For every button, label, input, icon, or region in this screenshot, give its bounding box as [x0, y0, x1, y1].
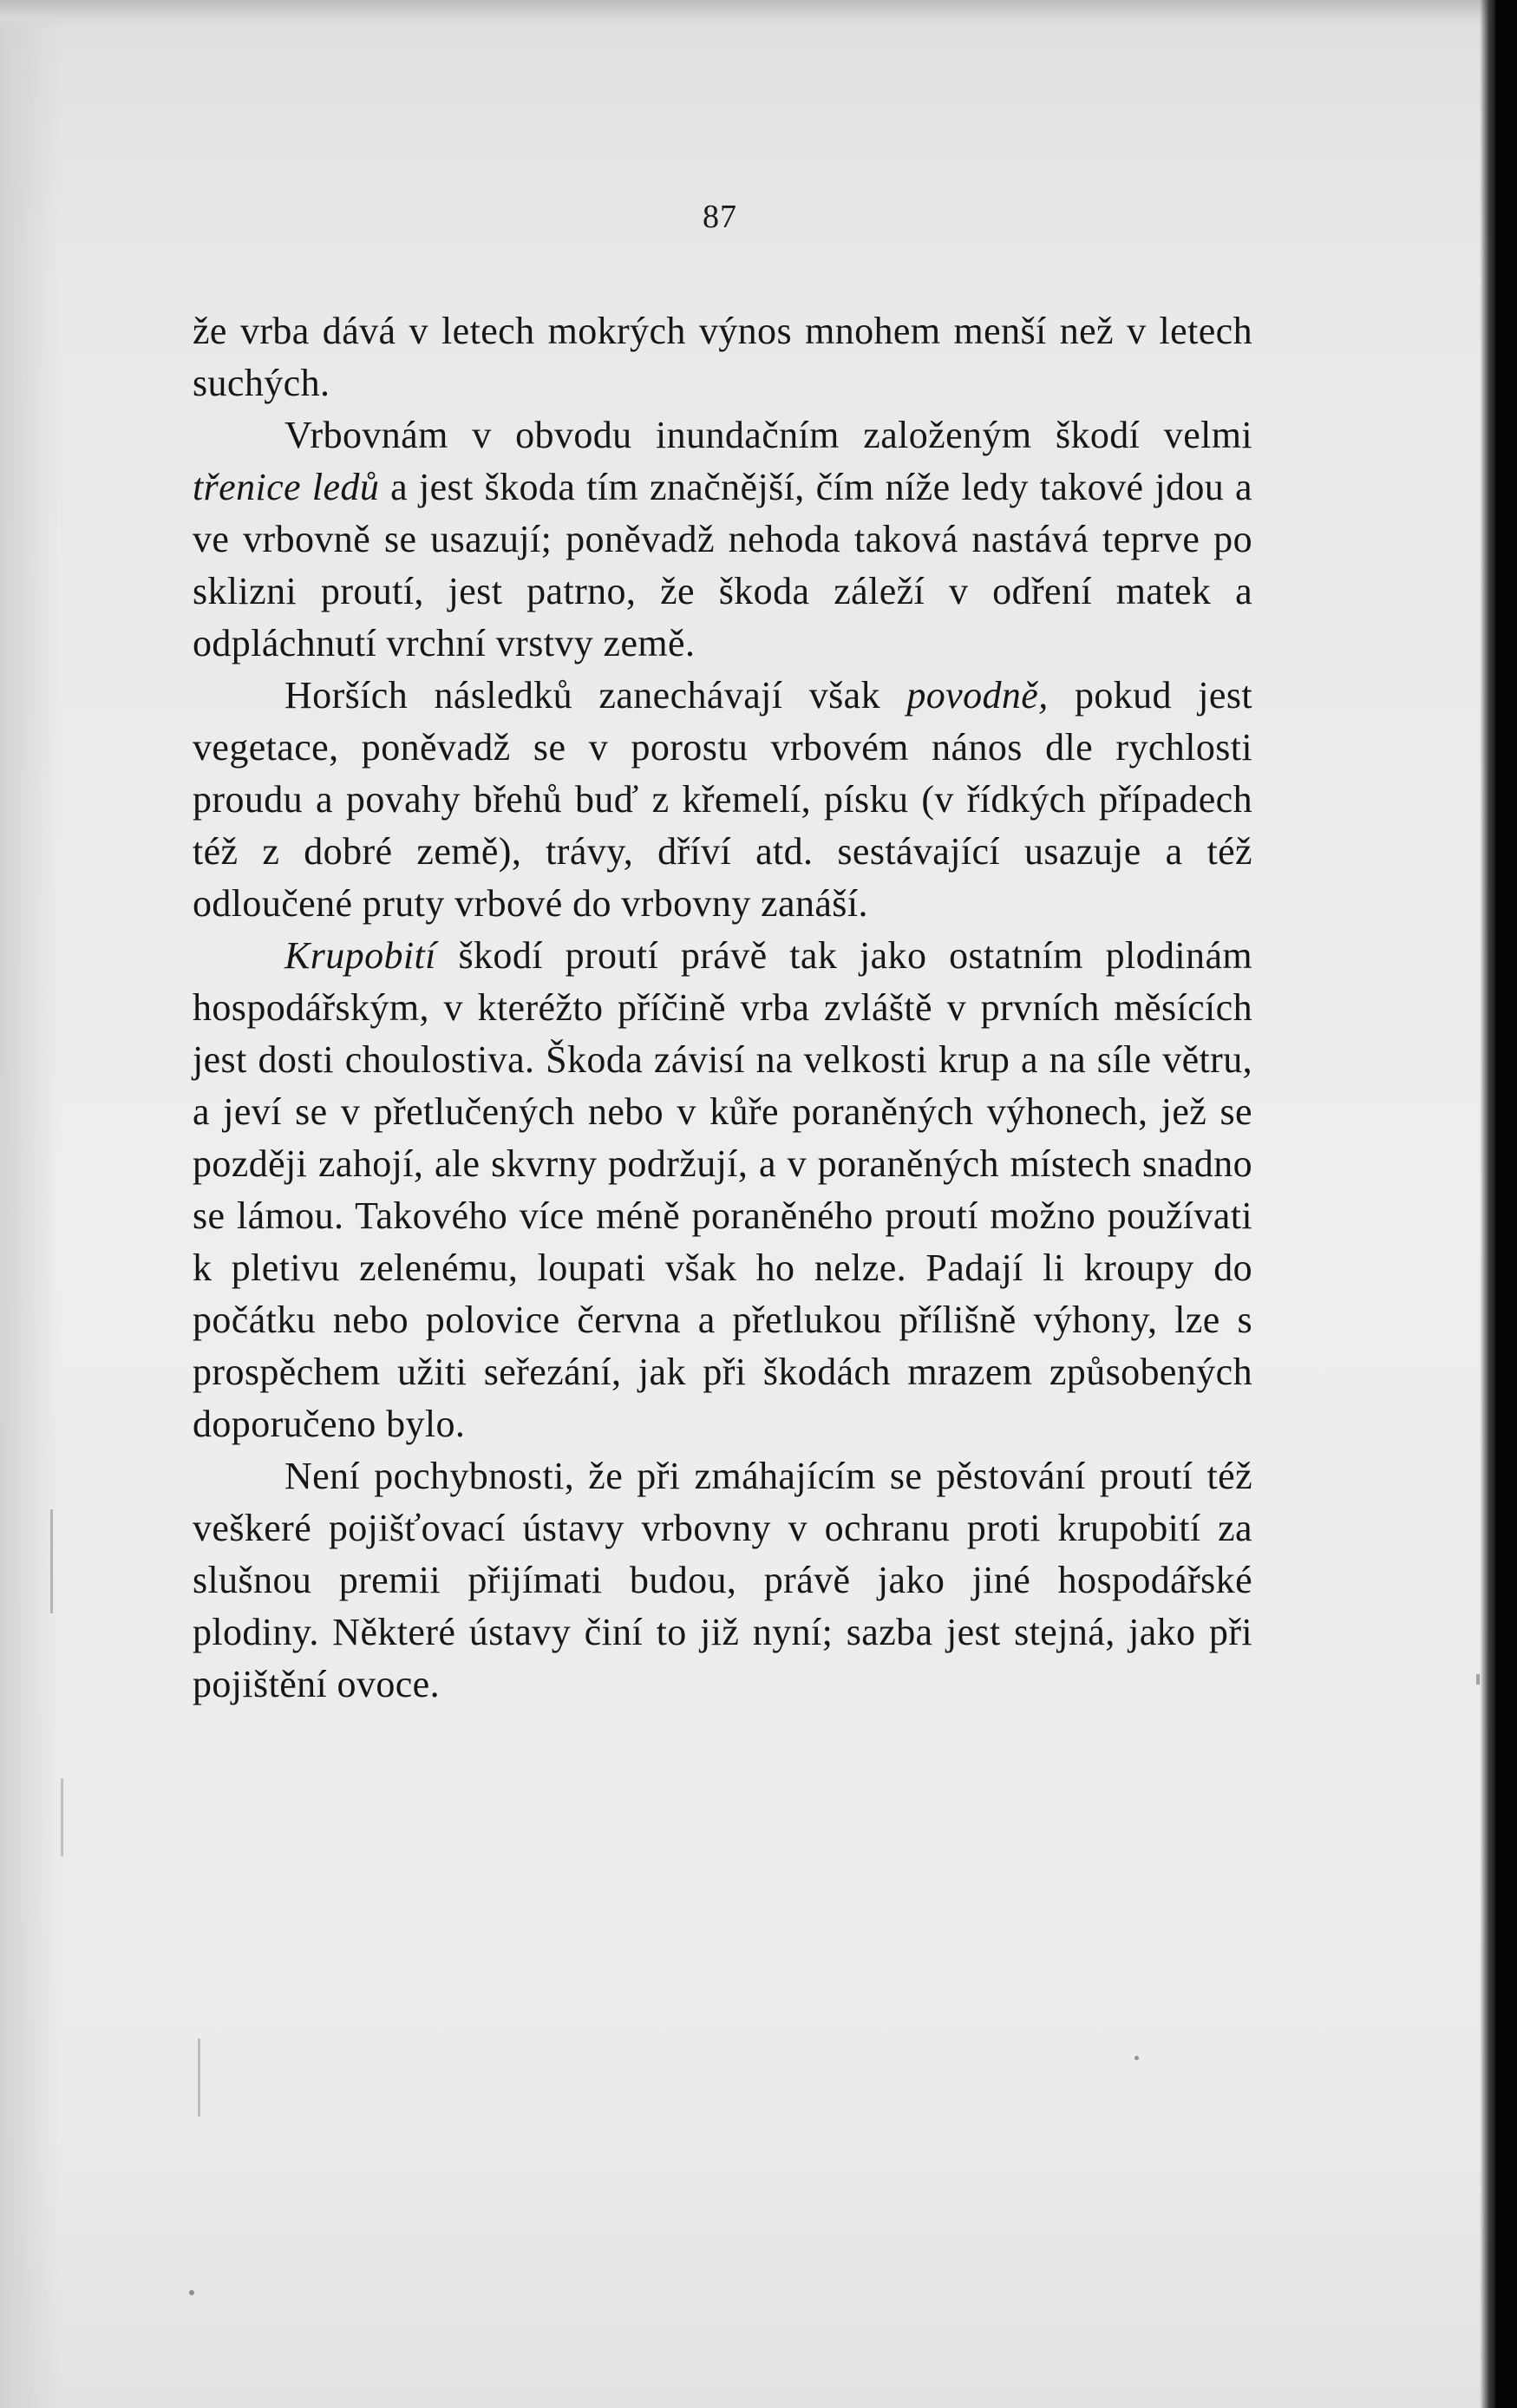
- scan-speck: [189, 2290, 194, 2295]
- scan-speck: [198, 2038, 200, 2117]
- paragraph-text: Vrbovnám v obvodu inundačním založeným škodí velmi: [284, 414, 1252, 456]
- paragraph-text: a jest škoda tím značnější, čím níže ledy takové jdou a ve vrbovně se usazují; poněvadž nehoda taková nastává teprve po sklizni proutí, jest patrno, že škoda záleží v odření matek a odpláchnutí vrchní vrstvy země.: [193, 466, 1252, 664]
- paragraph-ice-friction: [193, 409, 1252, 670]
- scan-speck: [50, 1509, 53, 1613]
- emphasized-term: povodně,: [906, 674, 1049, 717]
- paragraph-text: že vrba dává v letech mokrých výnos mnohem menší než v letech suchých.: [193, 310, 1252, 404]
- paragraph-floods: [193, 670, 1252, 930]
- paragraph-text: škodí proutí právě tak jako ostatním plodinám hospodářským, v kteréžto příčině vrba zvláště v prvních měsících jest dosti choulostiva. Škoda závisí na velkosti krup a na síle větru, a jeví se v přetlučených nebo v kůře poraněných výhonech, jež se později zahojí, ale skvrny podržují, a v poraněných místech snadno se lámou. Takového více méně poraněného proutí možno používati k pletivu zelenému, loupati však ho nelze. Padají li kroupy do počátku nebo polovice června a přetlukou přílišně výhony, lze s prospěchem užiti seřezání, jak při škodách mrazem způsobených doporučeno bylo.: [193, 934, 1252, 1445]
- page-right-edge: [1480, 0, 1495, 2408]
- page-left-shadow: [0, 0, 61, 2408]
- paragraph-text: Horších následků zanechávají však: [284, 674, 907, 717]
- page-number: 87: [703, 199, 737, 235]
- paragraph-insurance: [193, 1450, 1252, 1711]
- page-body: [193, 305, 1252, 1711]
- paragraph-text: pokud jest vegetace, poněvadž se v porostu vrbovém nános dle rychlosti proudu a povahy břehů buď z křemelí, písku (v řídkých případech též z dobré země), trávy, dříví atd. sestávající usazuje a též odloučené pruty vrbové do vrbovny zanáší.: [193, 674, 1252, 925]
- emphasized-term: Krupobití: [284, 934, 436, 977]
- paragraph-text: Není pochybnosti, že při zmáhajícím se pěstování proutí též veškeré pojišťovací ústavy vrbovny v ochranu proti krupobití za slušnou premii přijímati budou, právě jako jiné hospodářské plodiny. Některé ústavy činí to již nyní; sazba jest stejná, jako při pojištění ovoce.: [193, 1455, 1252, 1705]
- paragraph-continuation: [193, 305, 1252, 409]
- scanner-background: [1495, 0, 1517, 2408]
- scan-speck: [61, 1778, 63, 1856]
- paragraph-hail: [193, 930, 1252, 1450]
- page-top-edge: [0, 0, 1495, 29]
- scan-speck: [1134, 2056, 1139, 2060]
- emphasized-term: třenice ledů: [193, 466, 380, 508]
- scan-speck: [1476, 1674, 1480, 1685]
